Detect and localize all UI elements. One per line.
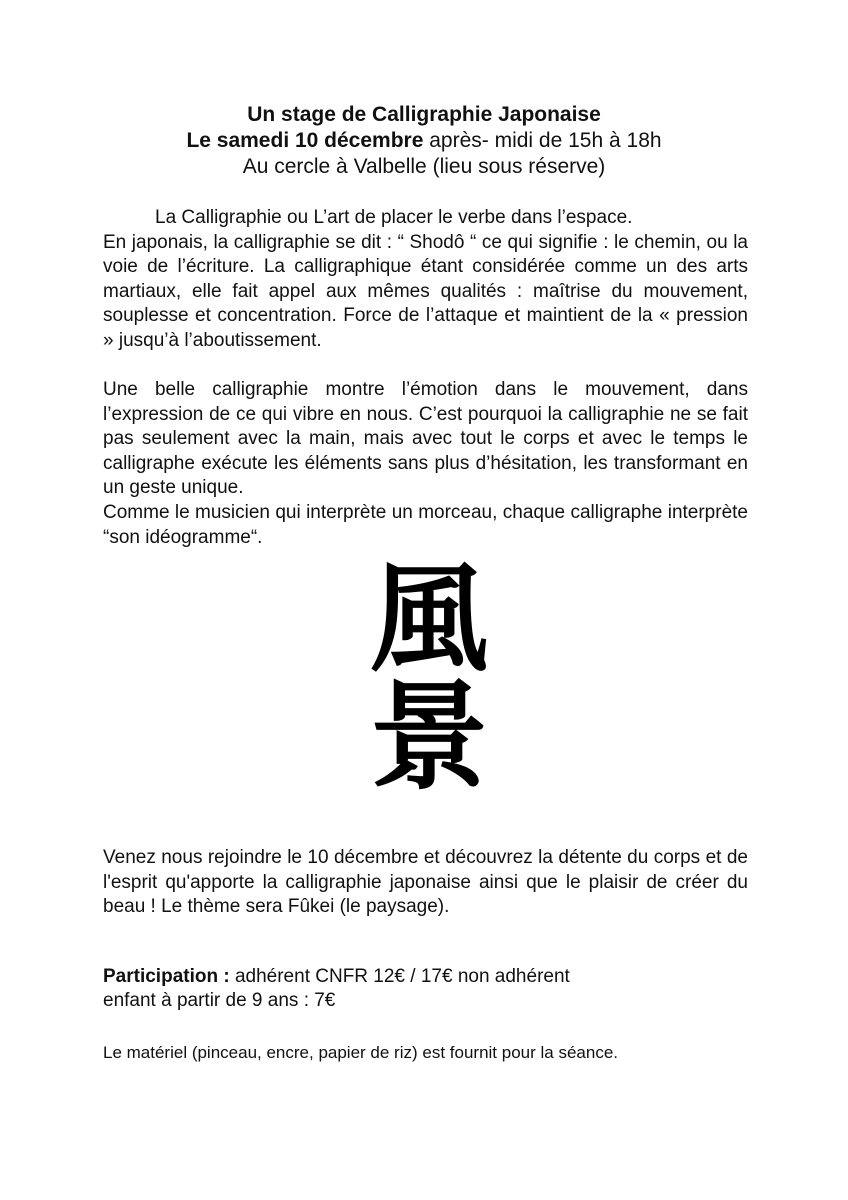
- intro-body: En japonais, la calligraphie se dit : “ Shodô “ ce qui signifie : le chemin, ou la voie de l’écriture. La calligraphique étant considérée comme un des arts martiaux, elle fait appel aux mêmes qualités : maîtrise du mouvement, souplesse et concentration. Force de l’attaque et maintient de la « pression » jusqu’à l’aboutissement.: [103, 231, 748, 351]
- kanji-calligraphy: [364, 549, 494, 806]
- participation-block: [103, 965, 570, 1013]
- date-rest: après- midi de 15h à 18h: [423, 129, 662, 152]
- date-bold: Le samedi 10 décembre: [186, 129, 424, 152]
- participation-line: [103, 965, 570, 989]
- location-line: Au cercle à Valbelle (lieu sous réserve): [242, 155, 606, 178]
- header: [0, 102, 848, 180]
- intro-paragraph: [103, 206, 748, 354]
- date-line: [0, 128, 848, 154]
- invitation-paragraph: [103, 846, 748, 920]
- kanji-kei: 景: [369, 667, 488, 806]
- participation-label: Participation :: [103, 966, 230, 987]
- child-price-line: enfant à partir de 9 ans : 7€: [103, 990, 336, 1011]
- kanji-fu: 風: [369, 549, 488, 688]
- invitation-body: Venez nous rejoindre le 10 décembre et découvrez la détente du corps et de l'esprit qu'apporte la calligraphie japonaise ainsi que le plaisir de créer du beau ! Le thème sera Fûkei (le paysage).: [103, 847, 748, 918]
- emotion-paragraph: [103, 378, 748, 550]
- materiel-note: Le matériel (pinceau, encre, papier de riz) est fournit pour la séance.: [103, 1043, 618, 1062]
- intro-first-line: La Calligraphie ou L’art de placer le verbe dans l’espace.: [155, 207, 633, 228]
- emotion-body: Une belle calligraphie montre l’émotion dans le mouvement, dans l’expression de ce qui vibre en nous. C’est pourquoi la calligraphie ne se fait pas seulement avec la main, mais avec tout le corps et avec le temps le calligraphe exécute les éléments sans plus d’hésitation, les transformant en un geste unique.: [103, 379, 748, 499]
- participation-prices: adhérent CNFR 12€ / 17€ non adhérent: [229, 966, 570, 987]
- page-title: Un stage de Calligraphie Japonaise: [247, 103, 601, 126]
- musician-body: Comme le musicien qui interprète un morceau, chaque calligraphe interprète “son idéogramme“.: [103, 501, 748, 548]
